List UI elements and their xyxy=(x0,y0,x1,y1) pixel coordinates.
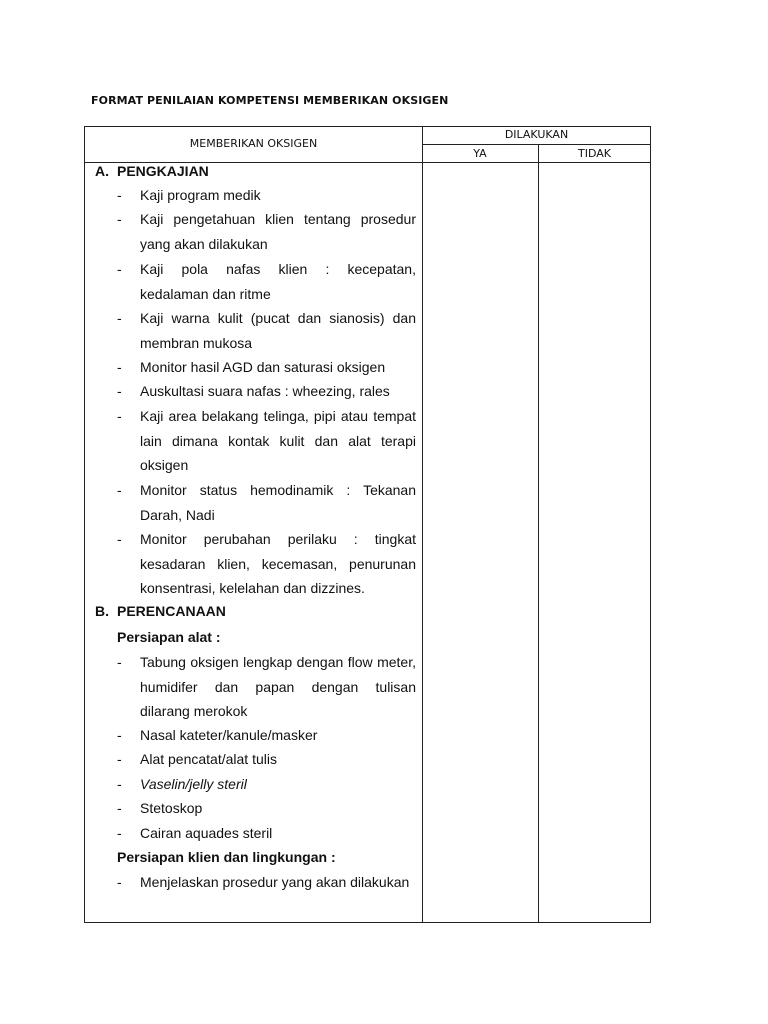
list-item xyxy=(117,796,416,821)
bullet-dash: - xyxy=(117,187,122,203)
list-item-text: Kaji pola nafas klien : kecepatan, kedalaman dan ritme xyxy=(140,261,416,302)
list-item xyxy=(117,527,416,601)
header-memberikan-oksigen: MEMBERIKAN OKSIGEN xyxy=(189,137,318,150)
list-item-text: Tabung oksigen lengkap dengan flow meter, humidifer dan papan dengan tulisan dilarang merokok xyxy=(140,654,416,719)
list-item-text: Cairan aquades steril xyxy=(140,825,273,841)
subheading-persiapan-klien: Persiapan klien dan lingkungan : xyxy=(117,849,336,865)
bullet-dash: - xyxy=(117,727,122,743)
list-item xyxy=(117,870,416,895)
section-label: PERENCANAAN xyxy=(117,603,226,619)
section-letter: B. xyxy=(95,603,109,619)
section-heading-pengkajian xyxy=(95,163,209,179)
list-item-text: Menjelaskan prosedur yang akan dilakukan xyxy=(140,874,410,890)
bullet-dash: - xyxy=(117,776,122,792)
bullet-dash: - xyxy=(117,800,122,816)
list-item-text: Nasal kateter/kanule/masker xyxy=(140,727,318,743)
list-item xyxy=(117,306,416,355)
list-item-text: Alat pencatat/alat tulis xyxy=(140,751,277,767)
list-item xyxy=(117,207,416,256)
bullet-dash: - xyxy=(117,408,122,424)
section-label: PENGKAJIAN xyxy=(117,163,209,179)
list-item-text: Kaji pengetahuan klien tentang prosedur yang akan dilakukan xyxy=(140,211,416,252)
bullet-dash: - xyxy=(117,874,122,890)
bullet-dash: - xyxy=(117,482,122,498)
column-divider-ya-tidak xyxy=(538,145,539,922)
section-heading-perencanaan xyxy=(95,603,226,619)
list-item-text: Monitor perubahan perilaku : tingkat kesadaran klien, kecemasan, penurunan konsentrasi, kelelahan dan dizzines. xyxy=(140,531,416,596)
assessment-table xyxy=(84,126,651,923)
list-item xyxy=(117,183,416,208)
bullet-dash: - xyxy=(117,310,122,326)
list-item-text: Monitor status hemodinamik : Tekanan Darah, Nadi xyxy=(140,482,416,523)
bullet-dash: - xyxy=(117,751,122,767)
header-ya: YA xyxy=(473,147,487,160)
list-item-text: Kaji warna kulit (pucat dan sianosis) dan membran mukosa xyxy=(140,310,416,351)
list-item xyxy=(117,723,416,748)
section-letter: A. xyxy=(95,163,109,179)
list-item xyxy=(117,355,416,380)
bullet-dash: - xyxy=(117,359,122,375)
bullet-dash: - xyxy=(117,261,122,277)
list-item-text: Monitor hasil AGD dan saturasi oksigen xyxy=(140,359,386,375)
bullet-dash: - xyxy=(117,383,122,399)
bullet-dash: - xyxy=(117,825,122,841)
list-item xyxy=(117,772,416,797)
list-item xyxy=(117,821,416,846)
list-item xyxy=(117,478,416,527)
header-dilakukan: DILAKUKAN xyxy=(504,128,569,141)
header-divider-dilakukan xyxy=(422,144,650,145)
list-item-text: Vaselin/jelly steril xyxy=(140,776,247,792)
bullet-dash: - xyxy=(117,211,122,227)
column-divider-main xyxy=(422,127,423,922)
list-item-text: Stetoskop xyxy=(140,800,203,816)
list-item xyxy=(117,404,416,478)
list-item xyxy=(117,747,416,772)
bullet-dash: - xyxy=(117,531,122,547)
list-item xyxy=(117,379,416,404)
bullet-dash: - xyxy=(117,654,122,670)
subheading-persiapan-alat: Persiapan alat : xyxy=(117,629,221,645)
list-item-text: Kaji area belakang telinga, pipi atau tempat lain dimana kontak kulit dan alat terapi oksigen xyxy=(140,408,416,473)
list-item xyxy=(117,257,416,306)
list-item xyxy=(117,650,416,724)
list-item-text: Kaji program medik xyxy=(140,187,261,203)
header-tidak: TIDAK xyxy=(578,147,611,160)
document-title: FORMAT PENILAIAN KOMPETENSI MEMBERIKAN OKSIGEN xyxy=(91,94,449,107)
list-item-text: Auskultasi suara nafas : wheezing, rales xyxy=(140,383,390,399)
